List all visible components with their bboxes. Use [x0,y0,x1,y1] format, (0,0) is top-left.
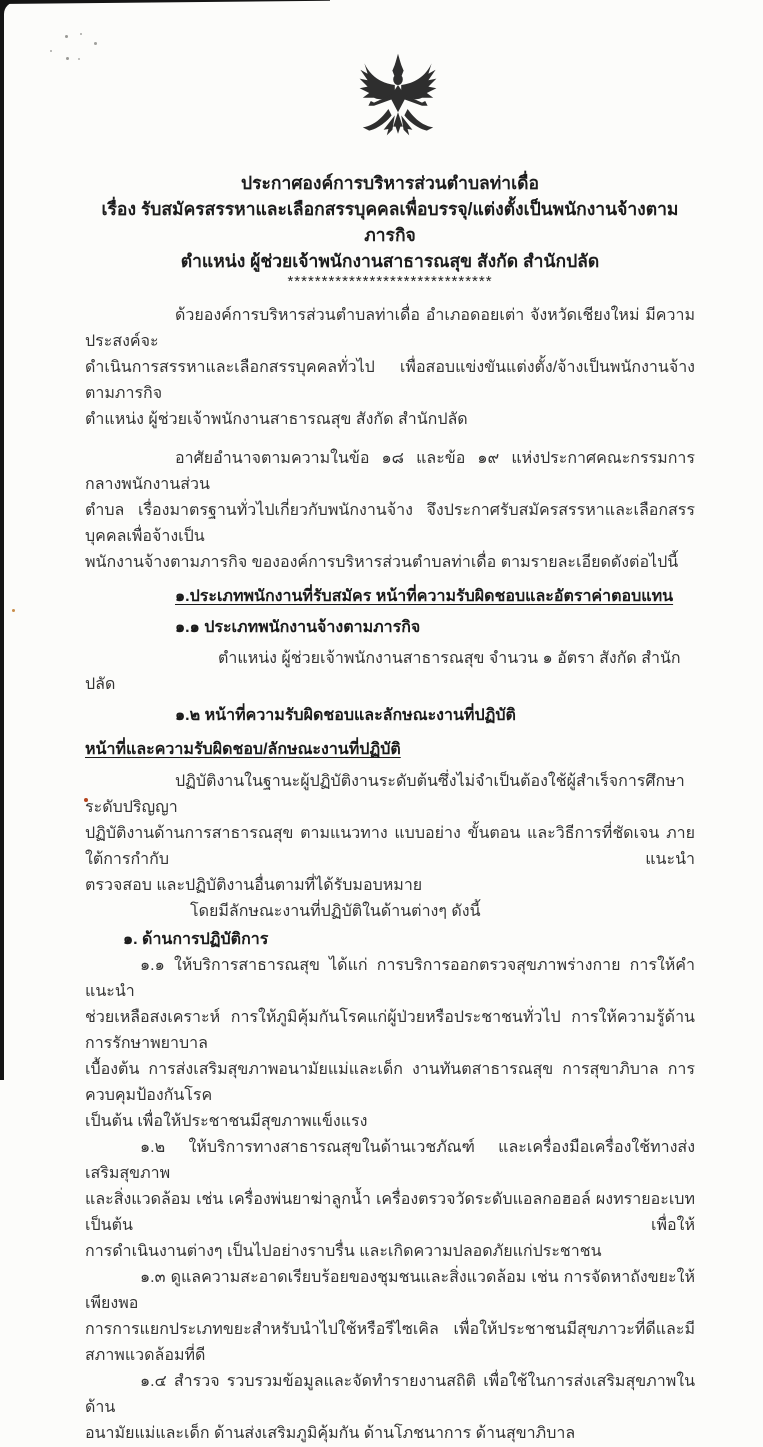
operations-heading [85,927,695,953]
text-line: ตำแหน่ง ผู้ช่วยเจ้าพนักงานสาธารณสุข สังกัด สำนักปลัด [180,251,600,271]
authority-paragraph [85,446,695,576]
section-1-heading [85,584,695,610]
intro-paragraph [85,303,695,433]
scan-speckle [65,35,68,38]
scanned-document-page [85,158,695,1447]
section-1-1-heading [85,615,695,641]
section-1-2-heading [85,703,695,729]
text-line: ๑.๒ ให้บริการทางสาธารณสุขในด้านเวชภัณฑ์ และเครื่องมือเครื่องใช้ทางส่งเสริมสุขภาพ [85,1139,695,1182]
duties-note [85,899,695,925]
text-line: ๑.๓ ดูแลความสะอาดเรียบร้อยของชุมชนและสิ่งแวดล้อม เช่น การจัดหาถังขยะให้เพียงพอ [85,1269,695,1312]
scan-speckle [66,57,69,60]
duties-paragraph [85,769,695,899]
text-line: ด้วยองค์การบริหารส่วนตำบลท่าเดื่อ อำเภอดอยเต่า จังหวัดเชียงใหม่ มีความประสงค์จะ [85,307,695,350]
scan-speckle [80,33,82,35]
text-line: ๑.๑ ประเภทพนักงานจ้างตามภารกิจ [175,619,421,636]
text-line: ช่วยเหลือสงเคราะห์ การให้ภูมิคุ้มกันโรคแก่ผู้ป่วยหรือประชาชนทั่วไป การให้ความรู้ด้านการรักษาพยาบาล [85,1009,695,1052]
text-line: เป็นต้น เพื่อให้ประชาชนมีสุขภาพแข็งแรง [85,1113,368,1130]
text-line: การดำเนินงานต่างๆ เป็นไปอย่างราบรื่น และเกิดความปลอดภัยแก่ประชาชน [85,1243,602,1260]
text-line: ตำบล เรื่องมาตรฐานทั่วไปเกี่ยวกับพนักงานจ้าง จึงประกาศรับสมัครสรรหาและเลือกสรรบุคคลเพื่อจ้างเป็น [85,502,695,545]
position-line [85,646,695,698]
text-line: อาศัยอำนาจตามความในข้อ ๑๘ และข้อ ๑๙ แห่งประกาศคณะกรรมการกลางพนักงานส่วน [85,450,695,493]
text-line: ตรวจสอบ และปฏิบัติงานอื่นตามที่ได้รับมอบหมาย [85,877,423,894]
text-line: เบื้องต้น การส่งเสริมสุขภาพอนามัยแม่และเด็ก งานทันตสาธารณสุข การสุขาภิบาล การควบคุมป้องกันโรค [85,1061,695,1104]
duties-heading [85,737,695,763]
text-line: การการแยกประเภทขยะสำหรับนำไปใช้หรือรีไซเคิล เพื่อให้ประชาชนมีสุขภาวะที่ดีและมีสภาพแวดล้อมที่ดี [85,1321,695,1364]
item-1-1 [85,953,695,1135]
text-line: และสิ่งแวดล้อม เช่น เครื่องพ่นยาฆ่าลูกน้ำ เครื่องตรวจวัดระดับแอลกอฮอล์ ผงทรายอะเบท เป็นต้น เพื่อให้ [85,1191,695,1234]
text-line: พนักงานจ้างตามภารกิจ ขององค์การบริหารส่วนตำบลท่าเดื่อ ตามรายละเอียดดังต่อไปนี้ [85,554,679,571]
item-1-3 [85,1265,695,1369]
separator-stars [85,274,695,290]
text-line: ปฏิบัติงานด้านการสาธารณสุข ตามแนวทาง แบบอย่าง ขั้นตอน และวิธีการที่ชัดเจน ภายใต้การกำกับ แนะนำ [85,825,695,868]
item-1-2 [85,1135,695,1265]
scan-speckle [50,50,52,52]
text-line: ๑.ประเภทพนักงานที่รับสมัคร หน้าที่ความรับผิดชอบและอัตราค่าตอบแทน [175,588,674,605]
text-line: ดำเนินการสรรหาและเลือกสรรบุคคลทั่วไป เพื่อสอบแข่งขันแต่งตั้ง/จ้างเป็นพนักงานจ้างตามภารกิจ [85,359,695,402]
scan-speckle [78,58,80,60]
text-line: โดยมีลักษณะงานที่ปฏิบัติในด้านต่างๆ ดังนี้ [190,903,481,920]
text-line: ปฏิบัติงานในฐานะผู้ปฏิบัติงานระดับต้นซึ่งไม่จำเป็นต้องใช้ผู้สำเร็จการศึกษาระดับปริญญา [85,773,685,816]
title [85,170,695,274]
text-line: เรื่อง รับสมัครสรรหาและเลือกสรรบุคคลเพื่อบรรจุ/แต่งตั้งเป็นพนักงานจ้างตามภารกิจ [101,199,679,245]
text-line: ประกาศองค์การบริหารส่วนตำบลท่าเดื่อ [240,173,539,193]
garuda-emblem [85,52,695,163]
scan-edge-top [0,0,330,4]
scan-speckle [94,42,97,45]
text-line: ๑.๔ สำรวจ รวบรวมข้อมูลและจัดทำรายงานสถิติ เพื่อใช้ในการส่งเสริมสุขภาพในด้าน [85,1373,695,1416]
text-line: ****************************** [287,273,493,290]
text-line: ๑.๒ หน้าที่ความรับผิดชอบและลักษณะงานที่ปฏิบัติ [175,707,516,724]
text-line: ตำแหน่ง ผู้ช่วยเจ้าพนักงานสาธารณสุข สังกัด สำนักปลัด [85,411,468,428]
text-line: ๑. ด้านการปฏิบัติการ [123,931,269,948]
scan-speckle-orange [12,609,15,612]
scan-edge-left [0,0,4,1080]
text-line: ๑.๑ ให้บริการสาธารณสุข ได้แก่ การบริการออกตรวจสุขภาพร่างกาย การให้คำแนะนำ [85,957,695,1000]
text-line: หน้าที่และความรับผิดชอบ/ลักษณะงานที่ปฏิบัติ [85,741,401,758]
item-1-4 [85,1369,695,1447]
scan-corner-topleft [4,2,20,18]
text-line: ตำแหน่ง ผู้ช่วยเจ้าพนักงานสาธารณสุข จำนวน ๑ อัตรา สังกัด สำนักปลัด [85,650,681,693]
text-line: อนามัยแม่และเด็ก ด้านส่งเสริมภูมิคุ้มกัน ด้านโภชนาการ ด้านสุขาภิบาล [85,1425,576,1442]
